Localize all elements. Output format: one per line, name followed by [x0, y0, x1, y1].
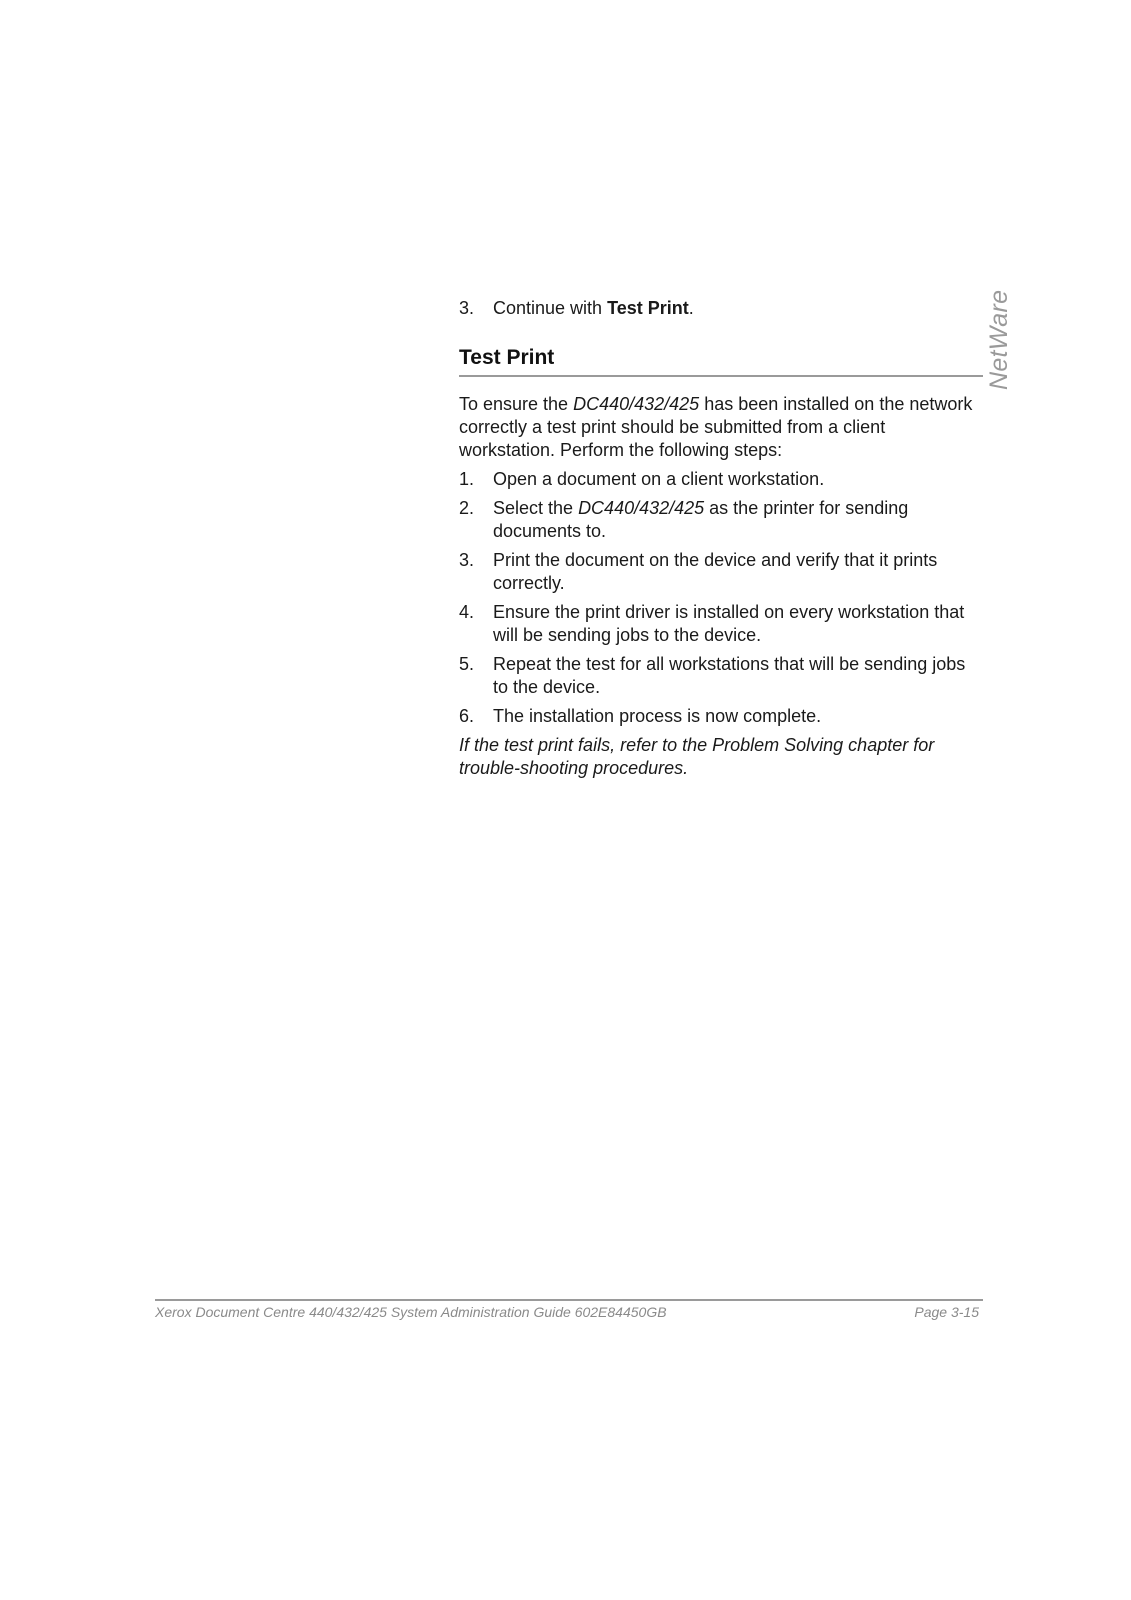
- step-text: Repeat the test for all workstations that will be sending jobs to the device.: [493, 654, 966, 697]
- troubleshooting-note: If the test print fails, refer to the Problem Solving chapter for trouble-shooting procedures.: [459, 735, 935, 778]
- intro-before: To ensure the: [459, 394, 574, 414]
- page-footer: [155, 1304, 983, 1320]
- step-number: 1.: [459, 469, 475, 489]
- step-text: [493, 297, 983, 320]
- step-number: 3.: [459, 550, 475, 570]
- step-text: Print the document on the device and verify that it prints correctly.: [493, 550, 938, 593]
- step-number: 2.: [459, 498, 475, 518]
- intro-paragraph: [459, 393, 983, 462]
- step-text-before: Continue with: [493, 298, 608, 318]
- step-number: 5.: [459, 654, 475, 674]
- list-item: [459, 601, 983, 647]
- intro-model: DC440/432/425: [573, 394, 700, 414]
- step-text-before: Select the: [493, 498, 579, 518]
- page-content: [459, 297, 983, 798]
- step-text: [493, 497, 983, 543]
- continue-step: [459, 297, 983, 320]
- list-item: [459, 653, 983, 699]
- footer-divider: [155, 1299, 983, 1301]
- step-text: The installation process is now complete.: [493, 706, 822, 726]
- step-text: Open a document on a client workstation.: [493, 469, 825, 489]
- intro-after: has been installed on the network correctly a test print should be submitted from a client workstation. Perform the following steps:: [459, 394, 973, 460]
- page-number: Page 3-15: [914, 1304, 979, 1320]
- step-text-after: .: [688, 298, 694, 318]
- list-item: [459, 549, 983, 595]
- step-text: Ensure the print driver is installed on every workstation that will be sending jobs to the device.: [493, 602, 965, 645]
- step-text-bold: Test Print: [607, 298, 689, 318]
- step-number: 6.: [459, 706, 475, 726]
- footer-title: Xerox Document Centre 440/432/425 System Administration Guide 602E84450GB: [155, 1304, 667, 1320]
- list-item: [459, 705, 983, 728]
- step-number: 4.: [459, 602, 475, 622]
- step-number: 3.: [459, 298, 475, 318]
- list-item: [459, 497, 983, 543]
- step-model: DC440/432/425: [578, 498, 705, 518]
- step-text-after: as the printer for sending documents to.: [493, 498, 909, 541]
- list-item: [459, 468, 983, 491]
- chapter-side-tab: NetWare: [985, 289, 1013, 390]
- section-heading: Test Print: [459, 345, 983, 377]
